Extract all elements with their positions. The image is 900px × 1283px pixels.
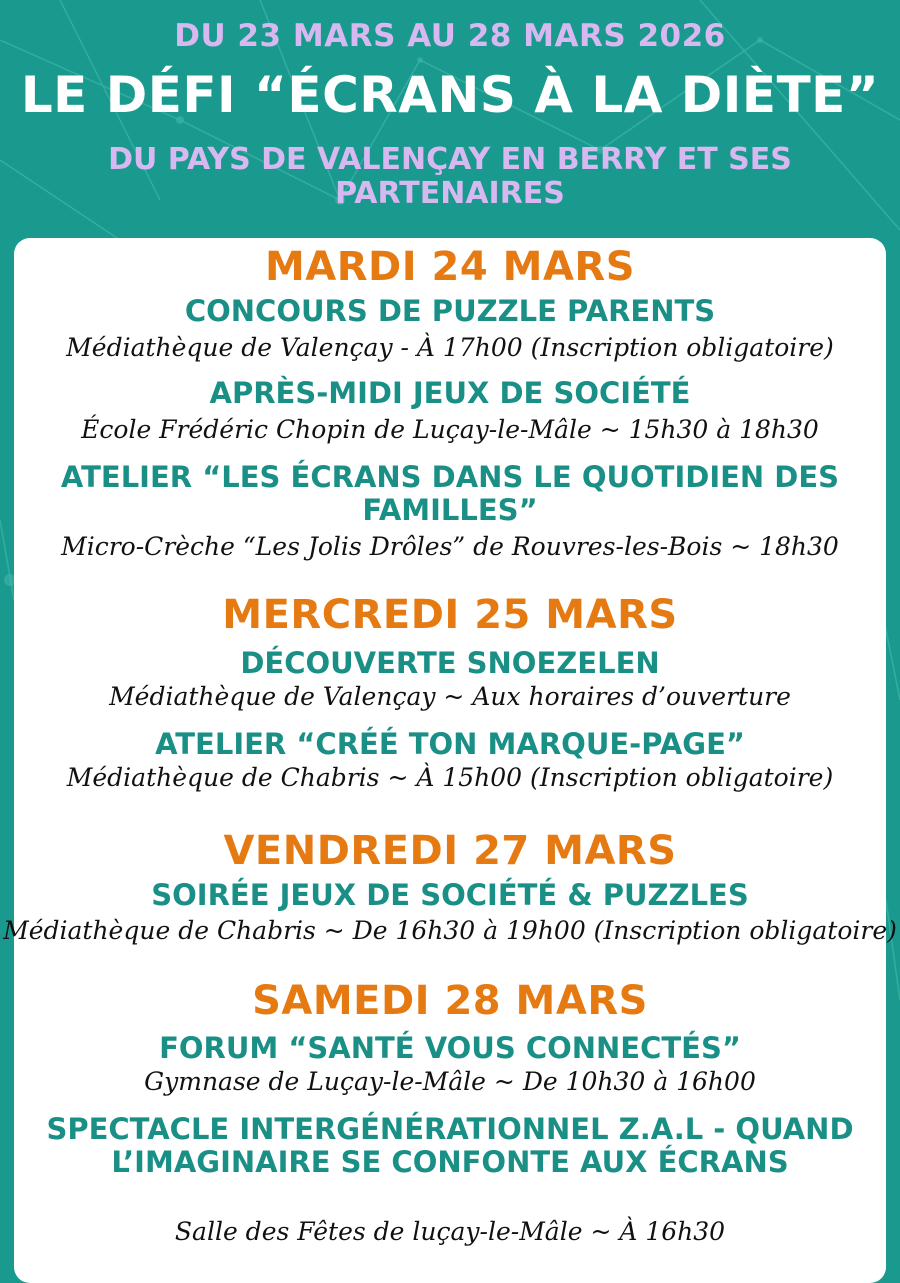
- event-location: Gymnase de Luçay-le-Mâle ~ De 10h30 à 16h00: [144, 1067, 756, 1096]
- day-heading: SAMEDI 28 MARS: [252, 978, 648, 1024]
- event-title: ATELIER “CRÉÉ TON MARQUE-PAGE”: [155, 727, 745, 761]
- date-range: DU 23 MARS AU 28 MARS 2026: [174, 18, 726, 54]
- day-heading: MERCREDI 25 MARS: [222, 592, 678, 638]
- event-location: Médiathèque de Chabris ~ De 16h30 à 19h00 (Inscription obligatoire): [3, 916, 897, 945]
- event-title: CONCOURS DE PUZZLE PARENTS: [184, 294, 716, 328]
- event-title: APRÈS-MIDI JEUX DE SOCIÉTÉ: [209, 376, 691, 410]
- event-title: FORUM “SANTÉ VOUS CONNECTÉS”: [159, 1031, 741, 1065]
- event-title: ATELIER “LES ÉCRANS DANS LE QUOTIDIEN DES FAMILLES”: [60, 460, 840, 527]
- poster-title: LE DÉFI “ÉCRANS À LA DIÈTE”: [20, 66, 880, 124]
- event-title: SPECTACLE INTERGÉNÉRATIONNEL Z.A.L - QUAND L’IMAGINAIRE SE CONFONTE AUX ÉCRANS: [46, 1112, 854, 1179]
- event-location: Médiathèque de Valençay - À 17h00 (Inscription obligatoire): [66, 333, 834, 362]
- day-heading: MARDI 24 MARS: [264, 244, 636, 290]
- event-location: Salle des Fêtes de luçay-le-Mâle ~ À 16h30: [174, 1217, 726, 1246]
- event-location: Médiathèque de Valençay ~ Aux horaires d’ouverture: [109, 682, 791, 711]
- event-location: Micro-Crèche “Les Jolis Drôles” de Rouvres-les-Bois ~ 18h30: [61, 532, 839, 561]
- event-title: DÉCOUVERTE SNOEZELEN: [240, 646, 660, 680]
- event-location: École Frédéric Chopin de Luçay-le-Mâle ~ 15h30 à 18h30: [81, 415, 819, 444]
- day-heading: VENDREDI 27 MARS: [223, 828, 677, 874]
- poster-subtitle: DU PAYS DE VALENÇAY EN BERRY ET SES PARTENAIRES: [108, 142, 792, 211]
- event-title: SOIRÉE JEUX DE SOCIÉTÉ & PUZZLES: [151, 878, 749, 912]
- event-location: Médiathèque de Chabris ~ À 15h00 (Inscription obligatoire): [66, 763, 834, 792]
